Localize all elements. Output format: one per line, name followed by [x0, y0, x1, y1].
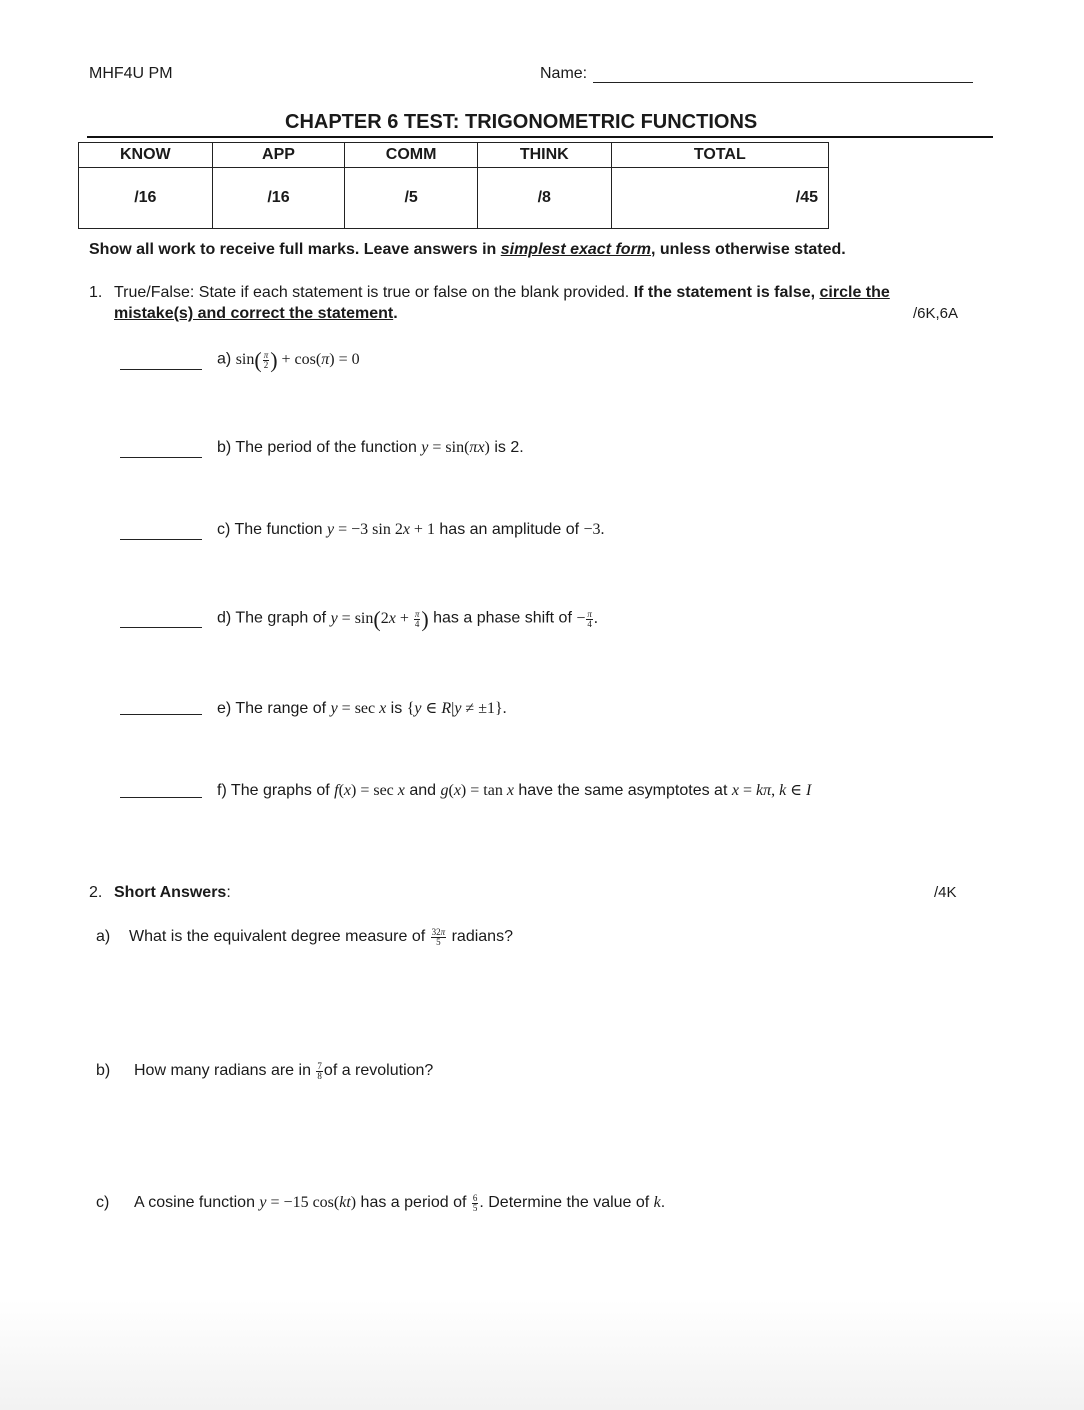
q1-bold-text: If the statement is false, [633, 284, 820, 301]
header-know: KNOW [79, 143, 213, 168]
instructions-part1: Show all work to receive full marks. Leave answers in [89, 241, 501, 258]
q1f-pre: f) The graphs of [217, 782, 335, 799]
q2c-period: $\frac{6}{5}$ [472, 1193, 478, 1213]
q2c-post: . Determine the value of [479, 1194, 654, 1212]
answer-blank-1f[interactable] [120, 797, 202, 798]
q1c-function: y = −3 sin 2x + 1 [326, 521, 435, 538]
q1f-asymptotes: x = kπ, k ∈ I [731, 782, 812, 799]
instructions-emphasis: simplest exact form [500, 241, 652, 258]
header-comm: COMM [345, 143, 478, 168]
q2c-function: y = −15 cos(kt) [259, 1194, 357, 1212]
q1d-pre: d) The graph of [217, 609, 331, 627]
q1c-post: has an amplitude of [434, 521, 584, 538]
marks-table [78, 142, 829, 229]
q1-number: 1. [89, 284, 103, 301]
q2b-fraction: $\frac{7}{8}$ [317, 1061, 322, 1081]
q1d-function: y = sin(2x + $\frac{\pi}{4}$ ) [330, 606, 429, 631]
name-label: Name: [540, 65, 588, 82]
title-rule [87, 136, 993, 138]
page-title: CHAPTER 6 TEST: TRIGONOMETRIC FUNCTIONS [285, 111, 758, 133]
q2b [134, 1062, 433, 1081]
value-think: /8 [477, 168, 611, 229]
course-code: MHF4U PM [89, 65, 173, 82]
q2-number: 2. [89, 884, 103, 901]
q2-marks: /4K [934, 884, 957, 901]
page-bottom-shadow [0, 1300, 1084, 1410]
q1c [217, 521, 605, 539]
q1-text-line2 [114, 305, 398, 323]
q2-title: Short Answers [114, 884, 227, 901]
q2b-pre: How many radians are in [134, 1062, 316, 1080]
q1b [217, 439, 524, 457]
q1-bold-underlined-1: circle the [819, 284, 890, 301]
q1f-mid1: and [404, 782, 441, 799]
q2c-label: c) [96, 1194, 110, 1211]
q1e [217, 698, 507, 718]
header-total: TOTAL [611, 143, 828, 168]
answer-blank-1d[interactable] [120, 627, 202, 628]
q1e-function: y = sec x [330, 700, 387, 717]
q1d [217, 606, 598, 632]
q2a-label: a) [96, 928, 111, 945]
q1f-mid2: have the same asymptotes at [513, 782, 732, 799]
header-app: APP [212, 143, 345, 168]
q1d-shift: − $\frac{\pi}{4}$ . [576, 608, 598, 629]
answer-blank-1c[interactable] [120, 539, 202, 540]
q2b-label: b) [96, 1062, 111, 1079]
q1-bold-underlined-2: mistake(s) and correct the statement [114, 305, 394, 322]
q1b-pre: b) The period of the function [217, 439, 422, 456]
q1a [217, 347, 360, 373]
q2c-end: . [660, 1194, 666, 1212]
q1f [217, 780, 811, 800]
q2-heading [114, 884, 231, 902]
value-app: /16 [212, 168, 345, 229]
instructions-part2: , unless otherwise stated. [651, 241, 846, 258]
q1-text-line1 [114, 284, 890, 302]
q1a-expression: sin( $\frac{\pi}{2}$ ) + cos(π) = 0 [235, 347, 360, 372]
q2a-post: radians? [447, 928, 513, 946]
q2c-k: k [653, 1194, 661, 1212]
q1e-mid: is [386, 700, 407, 717]
value-total: /45 [611, 168, 828, 229]
answer-blank-1e[interactable] [120, 714, 202, 715]
q1b-post: is 2. [489, 439, 524, 456]
value-comm: /5 [345, 168, 478, 229]
q2a-pre: What is the equivalent degree measure of [129, 928, 430, 946]
header-think: THINK [477, 143, 611, 168]
q1e-range: {y ∈ R|y ≠ ±1}. [406, 700, 507, 717]
q2a [129, 928, 513, 947]
value-know: /16 [79, 168, 213, 229]
q1-period: . [393, 305, 398, 322]
name-line[interactable] [593, 82, 973, 83]
q1d-post: has a phase shift of [428, 609, 577, 627]
q1a-label: a) [217, 350, 232, 368]
q1c-pre: c) The function [217, 521, 327, 538]
q1c-amplitude: −3. [583, 521, 605, 538]
q2c [134, 1194, 665, 1213]
q1b-function: y = sin(πx) [421, 439, 490, 456]
answer-blank-1a[interactable] [120, 369, 202, 370]
q1-text: True/False: State if each statement is true or false on the blank provided. [114, 284, 634, 301]
instructions [89, 241, 846, 259]
q1-marks: /6K,6A [913, 305, 959, 322]
q1f-f: f(x) = sec x [334, 782, 405, 799]
q1e-pre: e) The range of [217, 700, 331, 717]
q2c-pre: A cosine function [134, 1194, 260, 1212]
q2c-mid: has a period of [356, 1194, 471, 1212]
q2-colon: : [226, 884, 231, 901]
q1f-g: g(x) = tan x [440, 782, 514, 799]
q2a-fraction: $\frac{32\pi}{5}$ [431, 927, 446, 947]
q2b-post: of a revolution? [323, 1062, 434, 1080]
answer-blank-1b[interactable] [120, 457, 202, 458]
